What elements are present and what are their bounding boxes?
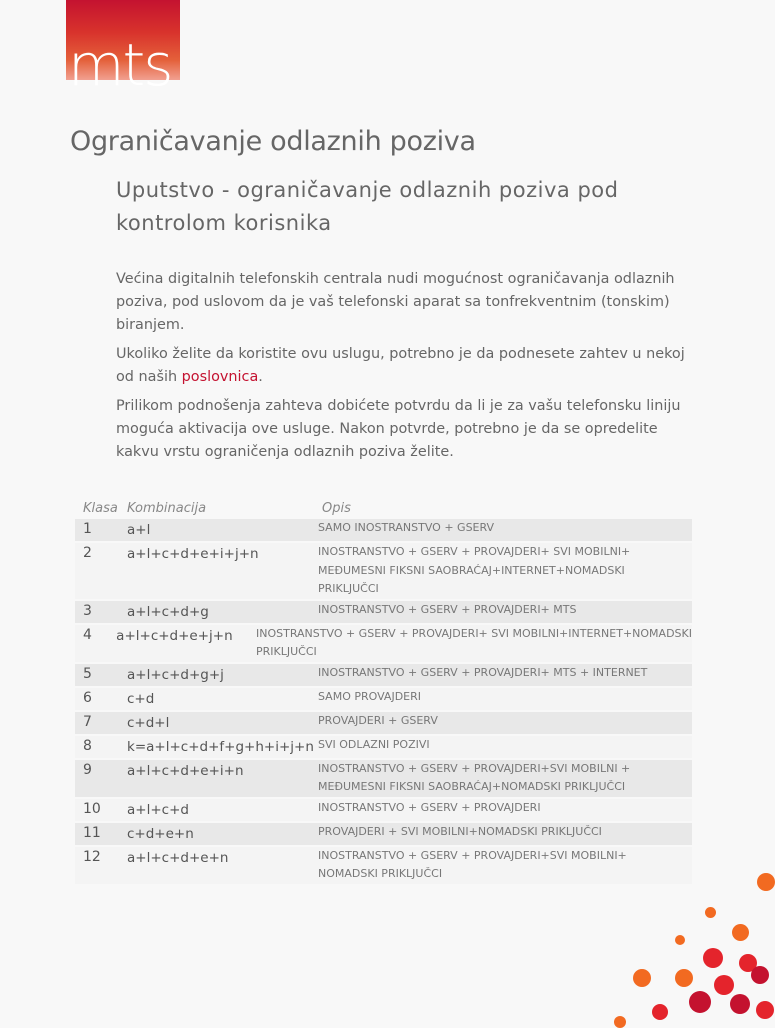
cell-klasa: 7 (83, 713, 92, 730)
cell-kombinacija: k=a+l+c+d+f+g+h+i+j+n (127, 738, 314, 755)
cell-opis (316, 601, 692, 623)
cell-klasa: 10 (83, 800, 101, 817)
opis-line: INOSTRANSTVO + GSERV + PROVAJDERI (318, 800, 541, 814)
table-row (75, 823, 692, 845)
decorative-dot (689, 991, 711, 1013)
cell-kombinacija: a+l+c+d (127, 801, 189, 818)
cell-opis (254, 625, 692, 662)
opis-line: INOSTRANSTVO + GSERV + PROVAJDERI+SVI MOBILNI+ (318, 848, 627, 862)
page-title: Ograničavanje odlaznih poziva (70, 126, 476, 157)
cell-opis (316, 543, 692, 599)
logo-text: mts (68, 31, 172, 99)
cell-klasa: 1 (83, 521, 92, 537)
opis-line: MEĐUMESNI FIKSNI SAOBRAĆAJ+NOMADSKI PRIKLJUČCI (318, 780, 626, 793)
header-opis: Opis (322, 500, 351, 516)
opis-line: INOSTRANSTVO + GSERV + PROVAJDERI+ SVI MOBILNI+INTERNET+NOMADSKI (256, 626, 692, 640)
cell-opis (316, 712, 692, 734)
table-header (75, 499, 692, 519)
table-row (75, 519, 692, 541)
decorative-dots (600, 860, 768, 1024)
cell-kombinacija: c+d+l (127, 714, 170, 731)
cell-klasa: 3 (83, 602, 92, 619)
decorative-dot (732, 924, 749, 941)
cell-klasa: 4 (83, 626, 92, 643)
intro-paragraph-2 (116, 343, 686, 389)
opis-line: SVI ODLAZNI POZIVI (318, 737, 430, 751)
cell-kombinacija: a+l+c+d+e+n (127, 849, 229, 866)
opis-line: PROVAJDERI + GSERV (318, 713, 438, 727)
table-row (75, 736, 692, 758)
decorative-dot (703, 948, 723, 968)
header-kombinacija: Kombinacija (127, 501, 207, 516)
table-row (75, 664, 692, 686)
cell-klasa: 11 (83, 824, 101, 841)
mts-logo (66, 0, 180, 99)
table-row (75, 625, 692, 662)
decorative-dot (730, 994, 750, 1014)
decorative-dot (652, 1004, 668, 1020)
intro-text (116, 268, 686, 470)
cell-kombinacija: a+l+c+d+g+j (127, 666, 224, 683)
cell-kombinacija: a+l (127, 522, 151, 538)
decorative-dot (757, 873, 775, 891)
cell-opis (316, 519, 692, 541)
cell-klasa: 12 (83, 848, 101, 865)
decorative-dot (633, 969, 651, 987)
cell-kombinacija: c+d+e+n (127, 825, 194, 842)
decorative-dot (751, 966, 769, 984)
cell-opis (316, 760, 692, 797)
decorative-dot (756, 1001, 774, 1019)
opis-line: NOMADSKI PRIKLJUČCI (318, 867, 443, 880)
table-row (75, 543, 692, 599)
table-row (75, 799, 692, 821)
cell-kombinacija: a+l+c+d+g (127, 603, 209, 620)
cell-kombinacija: a+l+c+d+e+i+n (127, 762, 244, 779)
opis-line: INOSTRANSTVO + GSERV + PROVAJDERI+ MTS + INTERNET (318, 665, 648, 679)
poslovnica-link[interactable]: poslovnica (181, 369, 259, 385)
table-row (75, 601, 692, 623)
cell-opis (316, 799, 692, 821)
table-body (75, 519, 692, 884)
opis-line: SAMO INOSTRANSTVO + GSERV (318, 521, 495, 534)
opis-line: INOSTRANSTVO + GSERV + PROVAJDERI+ SVI MOBILNI+ (318, 545, 631, 558)
cell-opis (316, 736, 692, 758)
opis-line: INOSTRANSTVO + GSERV + PROVAJDERI+ MTS (318, 602, 577, 616)
cell-kombinacija: a+l+c+d+e+j+n (116, 627, 233, 644)
decorative-dot (705, 907, 716, 918)
decorative-dot (675, 969, 693, 987)
intro-paragraph-1: Većina digitalnih telefonskih centrala nudi mogućnost ograničavanja odlaznih poziva, pod uslovom da je vaš telefonski aparat sa tonfrekventnim (tonskim) biranjem. (116, 271, 675, 333)
cell-klasa: 8 (83, 737, 92, 754)
opis-line: SAMO PROVAJDERI (318, 689, 421, 703)
table-row (75, 760, 692, 797)
header-klasa: Klasa (83, 501, 118, 516)
cell-kombinacija: c+d (127, 690, 155, 707)
decorative-dot (714, 975, 734, 995)
intro-paragraph-2-end: . (258, 369, 263, 385)
page-subtitle: Uputstvo - ograničavanje odlaznih poziva pod kontrolom korisnika (116, 178, 619, 235)
cell-klasa: 9 (83, 761, 92, 778)
opis-line: INOSTRANSTVO + GSERV + PROVAJDERI+SVI MOBILNI + (318, 761, 631, 775)
cell-opis (316, 688, 692, 710)
opis-line: MEĐUMESNI FIKSNI SAOBRAĆAJ+INTERNET+NOMADSKI (318, 563, 625, 577)
cell-klasa: 5 (83, 665, 92, 682)
opis-line: PRIKLJUČCI (256, 645, 317, 658)
intro-paragraph-2-text: Ukoliko želite da koristite ovu uslugu, potrebno je da podnesete zahtev u nekoj od naših (116, 346, 685, 385)
cell-klasa: 2 (83, 545, 92, 561)
opis-line: PRIKLJUČCI (318, 582, 379, 595)
table-row (75, 688, 692, 710)
cell-kombinacija: a+l+c+d+e+i+j+n (127, 546, 259, 562)
cell-opis (316, 823, 692, 845)
decorative-dot (614, 1016, 626, 1028)
classes-table (75, 499, 692, 886)
cell-opis (316, 664, 692, 686)
opis-line: PROVAJDERI + SVI MOBILNI+NOMADSKI PRIKLJUČCI (318, 824, 602, 838)
cell-klasa: 6 (83, 689, 92, 706)
intro-paragraph-3: Prilikom podnošenja zahteva dobićete potvrdu da li je za vašu telefonsku liniju moguća aktivacija ove usluge. Nakon potvrde, potrebno je da se opredelite kakvu vrstu ograničenja odlaznih poziva želite. (116, 398, 681, 460)
decorative-dot (675, 935, 685, 945)
table-row (75, 712, 692, 734)
